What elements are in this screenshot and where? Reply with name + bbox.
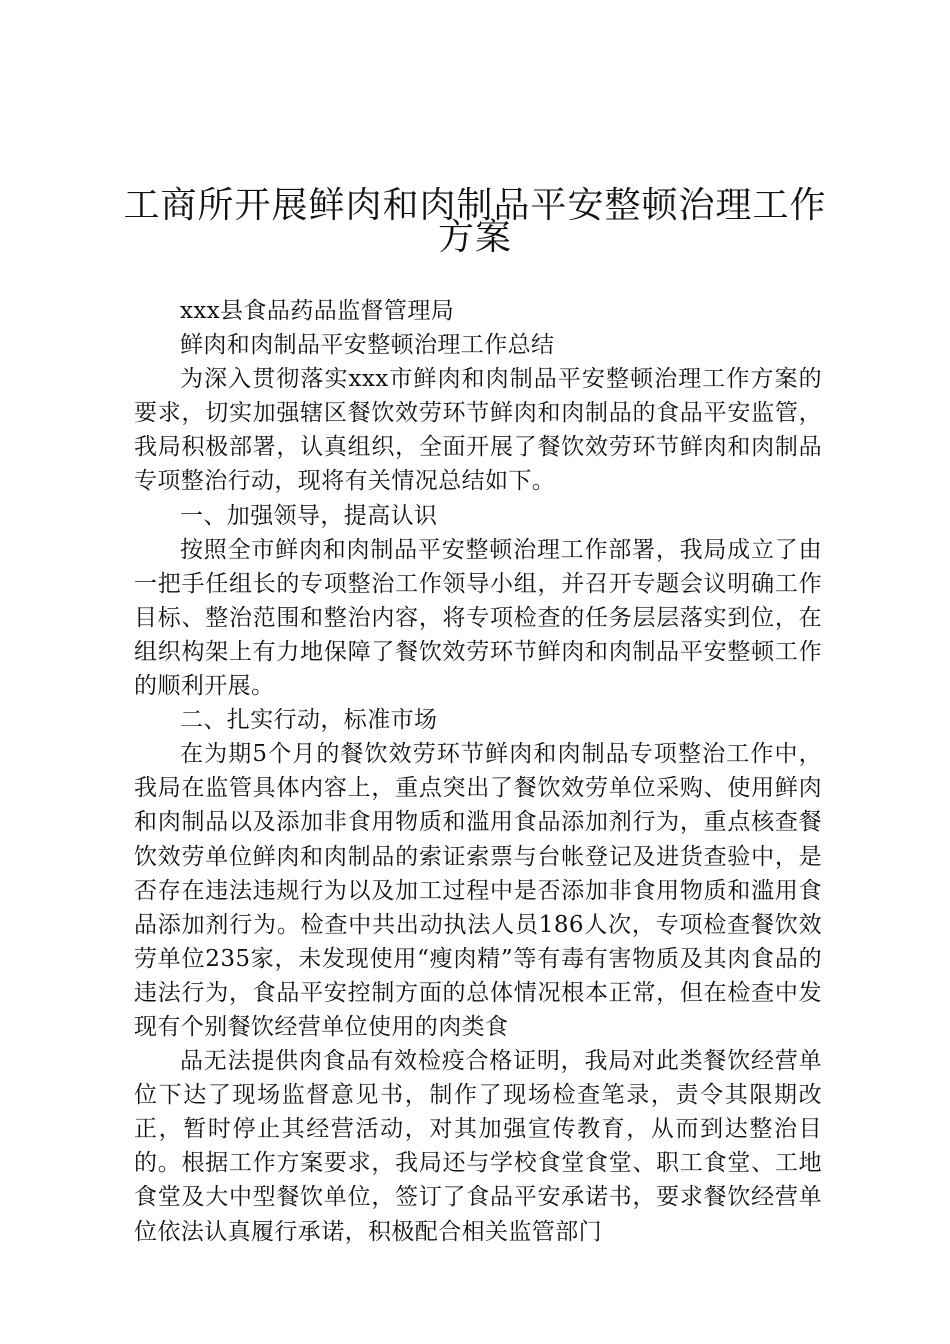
section-1-paragraph: 按照全市鲜肉和肉制品平安整顿治理工作部署，我局成立了由一把手任组长的专项整治工作领导小组，并召开专题会议明确工作目标、整治范围和整治内容，将专项检查的任务层层落实到位，在组织构架上有力地保障了餐饮效劳环节鲜肉和肉制品平安整顿工作的顺利开展。 bbox=[134, 536, 822, 700]
section-heading-1: 一、加强领导，提高认识 bbox=[180, 502, 438, 529]
intro-paragraph: 为深入贯彻落实xxx市鲜肉和肉制品平安整顿治理工作方案的要求，切实加强辖区餐饮效劳环节鲜肉和肉制品的食品平安监管，我局积极部署，认真组织，全面开展了餐饮效劳环节鲜肉和肉制品专项整治行动，现将有关情况总结如下。 bbox=[134, 366, 822, 495]
section-heading-2: 二、扎实行动，标准市场 bbox=[180, 707, 438, 734]
continuation-paragraph: 品无法提供肉食品有效检疫合格证明，我局对此类餐饮经营单位下达了现场监督意见书，制作了现场检查笔录，责令其限期改正，暂时停止其经营活动，对其加强宣传教育，从而到达整治目的。根据工作方案要求，我局还与学校食堂食堂、职工食堂、工地食堂及大中型餐饮单位，签订了食品平安承诺书，要求餐饮经营单位依法认真履行承诺，积极配合相关监管部门 bbox=[134, 1048, 822, 1245]
subtitle-line: 鲜肉和肉制品平安整顿治理工作总结 bbox=[180, 332, 555, 359]
section-2-paragraph: 在为期5个月的餐饮效劳环节鲜肉和肉制品专项整治工作中，我局在监管具体内容上，重点突出了餐饮效劳单位采购、使用鲜肉和肉制品以及添加非食用物质和滥用食品添加剂行为，重点核查餐饮效劳单位鲜肉和肉制品的索证索票与台帐登记及进货查验中，是否存在违法违规行为以及加工过程中是否添加非食用物质和滥用食品添加剂行为。检查中共出动执法人员186人次，专项检查餐饮效劳单位235家，未发现使用“瘦肉精”等有毒有害物质及其肉食品的违法行为，食品平安控制方面的总体情况根本正常，但在检查中发现有个别餐饮经营单位使用的肉类食 bbox=[134, 741, 822, 1040]
document-title-line-1: 工商所开展鲜肉和肉制品平安整顿治理工作 bbox=[123, 185, 827, 226]
document-body bbox=[134, 294, 822, 1249]
document-title-line-2: 方案 bbox=[437, 217, 512, 258]
issuer-line: xxx县食品药品监督管理局 bbox=[180, 298, 455, 324]
